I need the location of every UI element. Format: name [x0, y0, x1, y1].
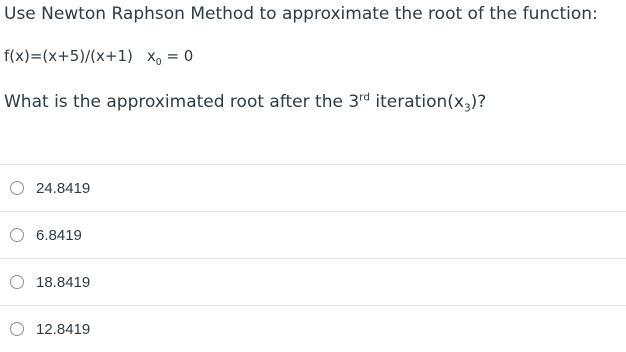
initial-guess-subscript: 0: [155, 57, 162, 68]
question-text: [4, 91, 487, 115]
iteration-subscript: 3: [463, 102, 471, 115]
answer-option[interactable]: [0, 211, 626, 258]
answer-options: [0, 164, 626, 352]
question-text-end: )?: [470, 92, 487, 112]
radio-button[interactable]: [10, 322, 24, 336]
question-text-start: What is the approximated root after the 3: [4, 92, 360, 112]
answer-option[interactable]: [0, 164, 626, 211]
function-expression: f(x)=(x+5)/(x+1): [4, 47, 133, 65]
answer-label: 24.8419: [36, 179, 91, 197]
initial-guess-variable: x: [146, 47, 156, 65]
answer-label: 18.8419: [36, 273, 91, 291]
radio-button[interactable]: [10, 228, 24, 242]
answer-option[interactable]: [0, 258, 626, 305]
question-prompt: Use Newton Raphson Method to approximate the root of the function:: [4, 4, 598, 24]
answer-label: 6.8419: [36, 226, 82, 244]
question-text-middle: iteration(x: [370, 92, 464, 112]
radio-button[interactable]: [10, 275, 24, 289]
radio-button[interactable]: [10, 181, 24, 195]
function-definition: [4, 47, 194, 68]
initial-guess-value: = 0: [161, 47, 194, 65]
ordinal-suffix: rd: [359, 91, 371, 104]
answer-label: 12.8419: [36, 320, 91, 338]
initial-guess: [146, 47, 194, 68]
